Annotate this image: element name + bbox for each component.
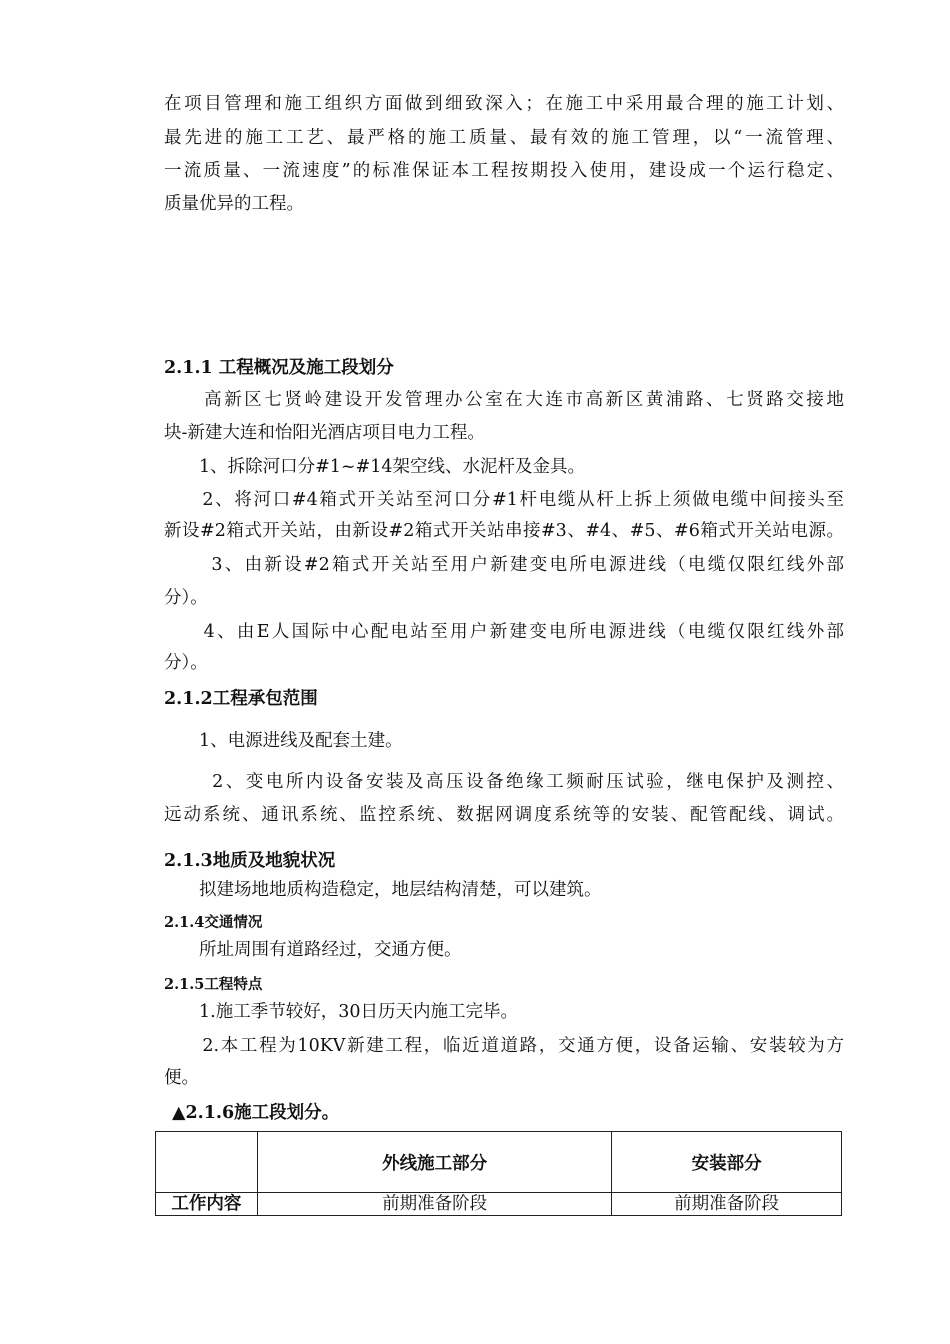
section-2-1-1-heading: 2.1.1 工程概况及施工段划分 xyxy=(164,358,394,378)
table-header-row xyxy=(156,1132,842,1193)
s211-item-3-line-2: 分）。 xyxy=(164,588,208,608)
s212-item-2-line-1: 2、变电所内设备安装及高压设备绝缘工频耐压试验，继电保护及测控、 xyxy=(164,772,844,792)
s211-item-3-line-1: 3、由新设#2箱式开关站至用户新建变电所电源进线（电缆仅限红线外部 xyxy=(164,555,844,575)
intro-line-3: 一流质量、一流速度”的标准保证本工程按期投入使用，建设成一个运行稳定、 xyxy=(164,161,844,181)
s213-text: 拟建场地地质构造稳定，地层结构清楚，可以建筑。 xyxy=(164,880,602,900)
s211-item-2-line-1: 2、将河口#4箱式开关站至河口分#1杆电缆从杆上拆上须做电缆中间接头至 xyxy=(164,490,844,510)
s211-paragraph-line-2: 块-新建大连和怡阳光酒店项目电力工程。 xyxy=(164,423,485,443)
intro-line-4: 质量优异的工程。 xyxy=(164,194,304,214)
s215-item-2-line-2: 便。 xyxy=(164,1068,199,1088)
s215-item-2-line-1: 2.本工程为10KV新建工程，临近道道路，交通方便，设备运输、安装较为方 xyxy=(164,1036,844,1056)
construction-stage-table xyxy=(155,1131,842,1216)
section-2-1-3-heading: 2.1.3地质及地貌状况 xyxy=(164,851,336,871)
s211-item-1: 1、拆除河口分#1~#14架空线、水泥杆及金具。 xyxy=(164,457,586,477)
s211-item-4-line-1: 4、由E人国际中心配电站至用户新建变电所电源进线（电缆仅限红线外部 xyxy=(164,622,844,642)
s211-item-2-line-2: 新设#2箱式开关站，由新设#2箱式开关站串接#3、#4、#5、#6箱式开关站电源。 xyxy=(164,521,844,541)
s215-item-1: 1.施工季节较好，30日历天内施工完毕。 xyxy=(164,1002,518,1022)
s211-paragraph-line-1: 高新区七贤岭建设开发管理办公室在大连市高新区黄浦路、七贤路交接地 xyxy=(164,390,844,410)
table-cell: 前期准备阶段 xyxy=(257,1193,611,1216)
intro-line-1: 在项目管理和施工组织方面做到细致深入；在施工中采用最合理的施工计划、 xyxy=(164,94,844,114)
section-2-1-2-heading: 2.1.2工程承包范围 xyxy=(164,689,318,709)
section-2-1-6-heading: ▲2.1.6施工段划分。 xyxy=(172,1103,340,1123)
s214-text: 所址周围有道路经过，交通方便。 xyxy=(164,940,462,960)
table-header-cell-empty xyxy=(156,1132,258,1193)
s212-item-1: 1、电源进线及配套土建。 xyxy=(164,731,403,751)
section-2-1-5-heading: 2.1.5工程特点 xyxy=(164,976,263,993)
section-2-1-4-heading: 2.1.4交通情况 xyxy=(164,914,263,931)
table-row-label: 工作内容 xyxy=(156,1193,258,1216)
table-cell: 前期准备阶段 xyxy=(612,1193,842,1216)
table-row xyxy=(156,1193,842,1216)
table-header-cell-external: 外线施工部分 xyxy=(257,1132,611,1193)
table-header-cell-installation: 安装部分 xyxy=(612,1132,842,1193)
s212-item-2-line-2: 远动系统、通讯系统、监控系统、数据网调度系统等的安装、配管配线、调试。 xyxy=(164,805,844,825)
intro-line-2: 最先进的施工工艺、最严格的施工质量、最有效的施工管理，以“一流管理、 xyxy=(164,128,844,148)
s211-item-4-line-2: 分）。 xyxy=(164,653,208,673)
